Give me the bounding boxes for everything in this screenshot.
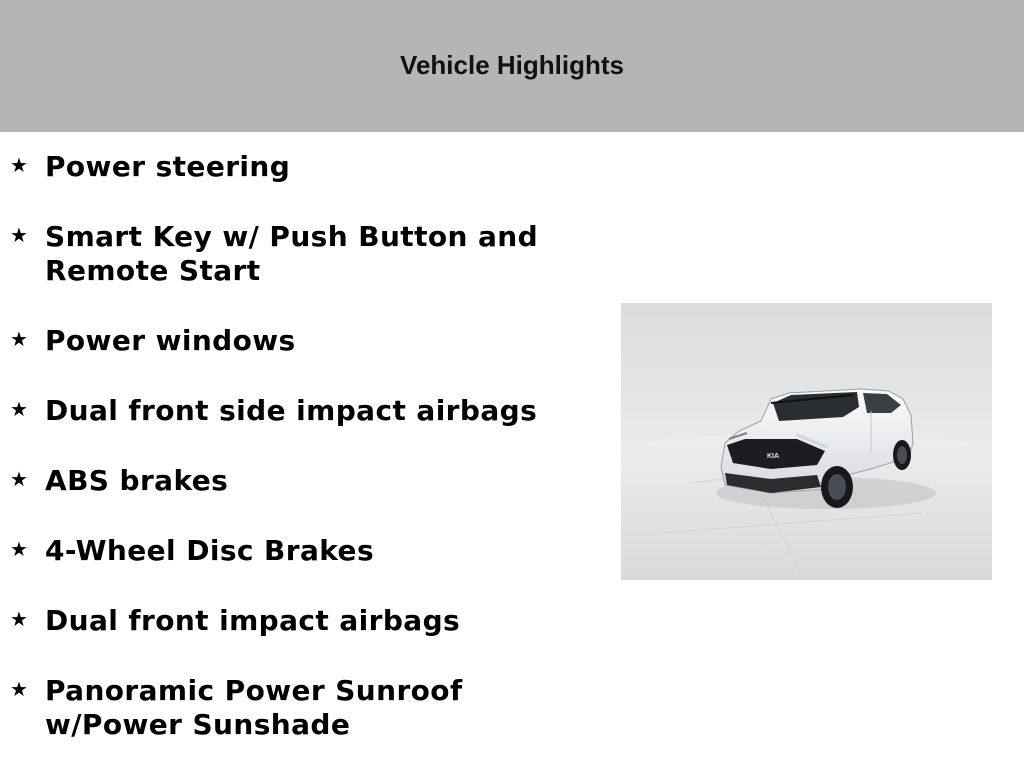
feature-item — [0, 604, 590, 638]
vehicle-photo — [621, 303, 992, 580]
star-icon: ★ — [10, 467, 29, 491]
feature-item — [0, 464, 590, 498]
feature-item — [0, 324, 590, 358]
star-icon: ★ — [10, 223, 29, 247]
feature-label: Smart Key w/ Push Button and Remote Start — [45, 220, 539, 287]
feature-item — [0, 534, 590, 568]
header-bar — [0, 0, 1024, 132]
kia-badge: KIA — [767, 453, 780, 460]
star-icon: ★ — [10, 327, 29, 351]
feature-label: 4-Wheel Disc Brakes — [45, 534, 375, 567]
star-icon: ★ — [10, 607, 29, 631]
feature-label: Power windows — [45, 324, 296, 357]
feature-item — [0, 394, 590, 428]
feature-label: Dual front side impact airbags — [45, 394, 538, 427]
feature-label: Power steering — [45, 150, 291, 183]
feature-item — [0, 674, 590, 742]
star-icon: ★ — [10, 397, 29, 421]
feature-label: Dual front impact airbags — [45, 604, 461, 637]
feature-label: ABS brakes — [45, 464, 229, 497]
feature-list — [0, 150, 590, 768]
star-icon: ★ — [10, 677, 29, 701]
feature-label: Panoramic Power Sunroof w/Power Sunshade — [45, 674, 463, 741]
page-title: Vehicle Highlights — [400, 49, 624, 80]
star-icon: ★ — [10, 153, 29, 177]
star-icon: ★ — [10, 537, 29, 561]
feature-item — [0, 150, 590, 184]
feature-item — [0, 220, 590, 288]
vehicle-illustration — [621, 303, 992, 580]
